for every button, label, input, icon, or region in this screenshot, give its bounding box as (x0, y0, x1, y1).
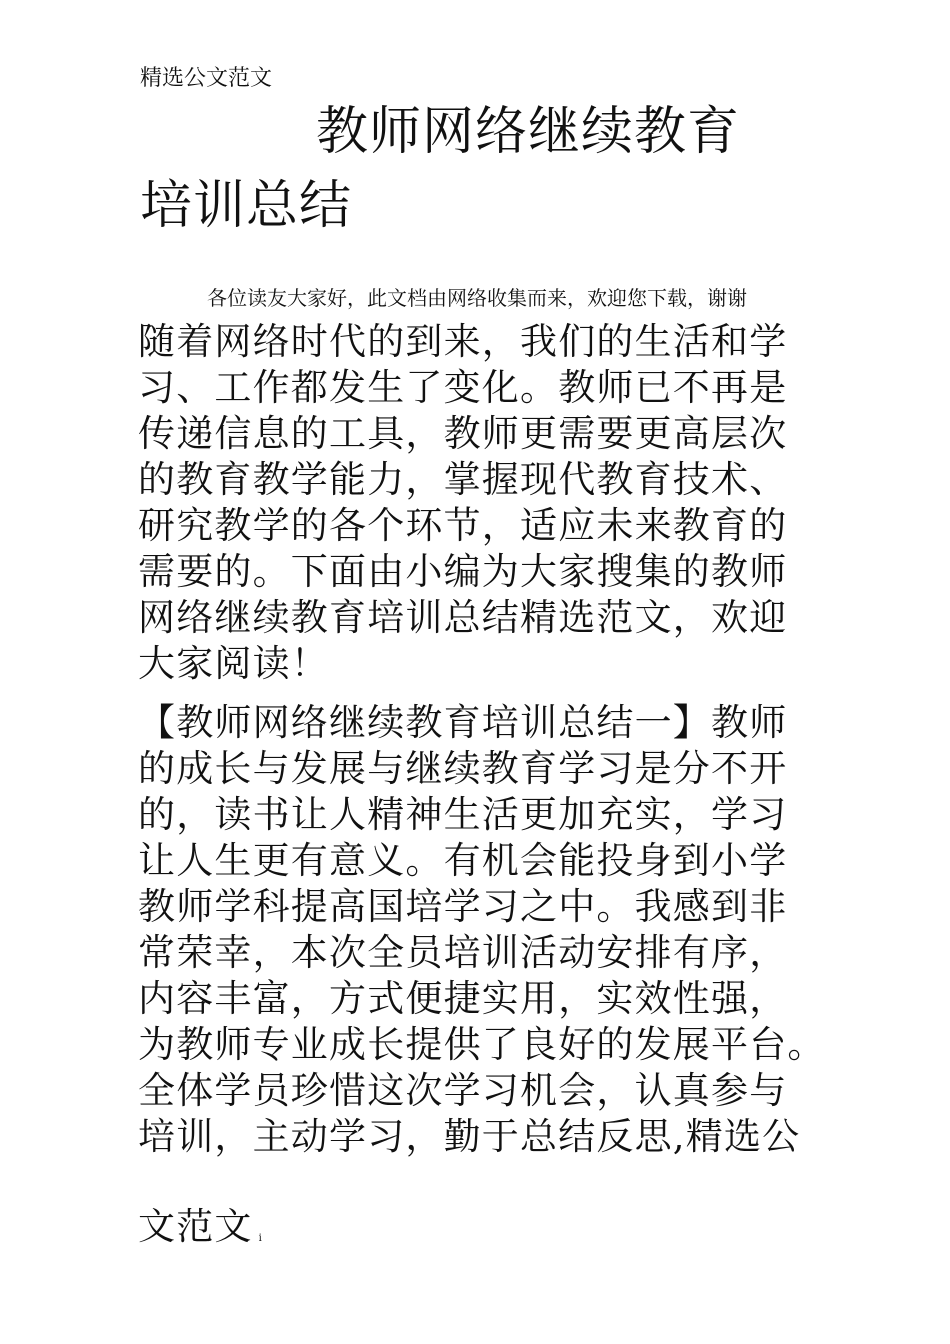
body-text-line: 内容丰富，方式便捷实用，实效性强， (138, 977, 788, 1020)
body-text-line: 传递信息的工具，教师更需要更高层次 (138, 412, 788, 455)
body-text-line: 让人生更有意义。有机会能投身到小学 (138, 839, 788, 882)
body-text-line: 为教师专业成长提供了良好的发展平台。 (138, 1023, 826, 1066)
body-text-line: 教师学科提高国培学习之中。我感到非 (138, 885, 788, 928)
footer-text: 文范文 (138, 1205, 253, 1248)
document-title-line-2: 培训总结 (140, 176, 353, 236)
body-text-line: 的教育教学能力，掌握现代教育技术、 (138, 458, 788, 501)
body-text-line: 网络继续教育培训总结精选范文，欢迎 (138, 596, 788, 639)
body-text-line: 研究教学的各个环节，适应未来教育的 (138, 504, 788, 547)
body-text-line: 全体学员珍惜这次学习机会，认真参与 (138, 1069, 788, 1112)
body-text-line: 的成长与发展与继续教育学习是分不开 (138, 747, 788, 790)
download-notice: 各位读友大家好，此文档由网络收集而来，欢迎您下载，谢谢 (207, 286, 747, 310)
body-text-line: 习、工作都发生了变化。教师已不再是 (138, 366, 788, 409)
section-heading-line: 【教师网络继续教育培训总结一】教师 (138, 701, 788, 744)
body-text-line: 随着网络时代的到来，我们的生活和学 (138, 320, 788, 363)
body-text-line: 培训，主动学习，勤于总结反思,精选公 (138, 1115, 801, 1158)
body-text-line: 需要的。下面由小编为大家搜集的教师 (138, 550, 788, 593)
body-text-line: 的，读书让人精神生活更加充实，学习 (138, 793, 788, 836)
page-number: i (258, 1233, 262, 1244)
page-footer (138, 1204, 262, 1250)
document-title-line-1: 教师网络继续教育 (316, 102, 741, 162)
body-text-line: 大家阅读！ (138, 642, 329, 685)
body-text-line: 常荣幸，本次全员培训活动安排有序， (138, 931, 788, 974)
running-header: 精选公文范文 (140, 66, 273, 91)
